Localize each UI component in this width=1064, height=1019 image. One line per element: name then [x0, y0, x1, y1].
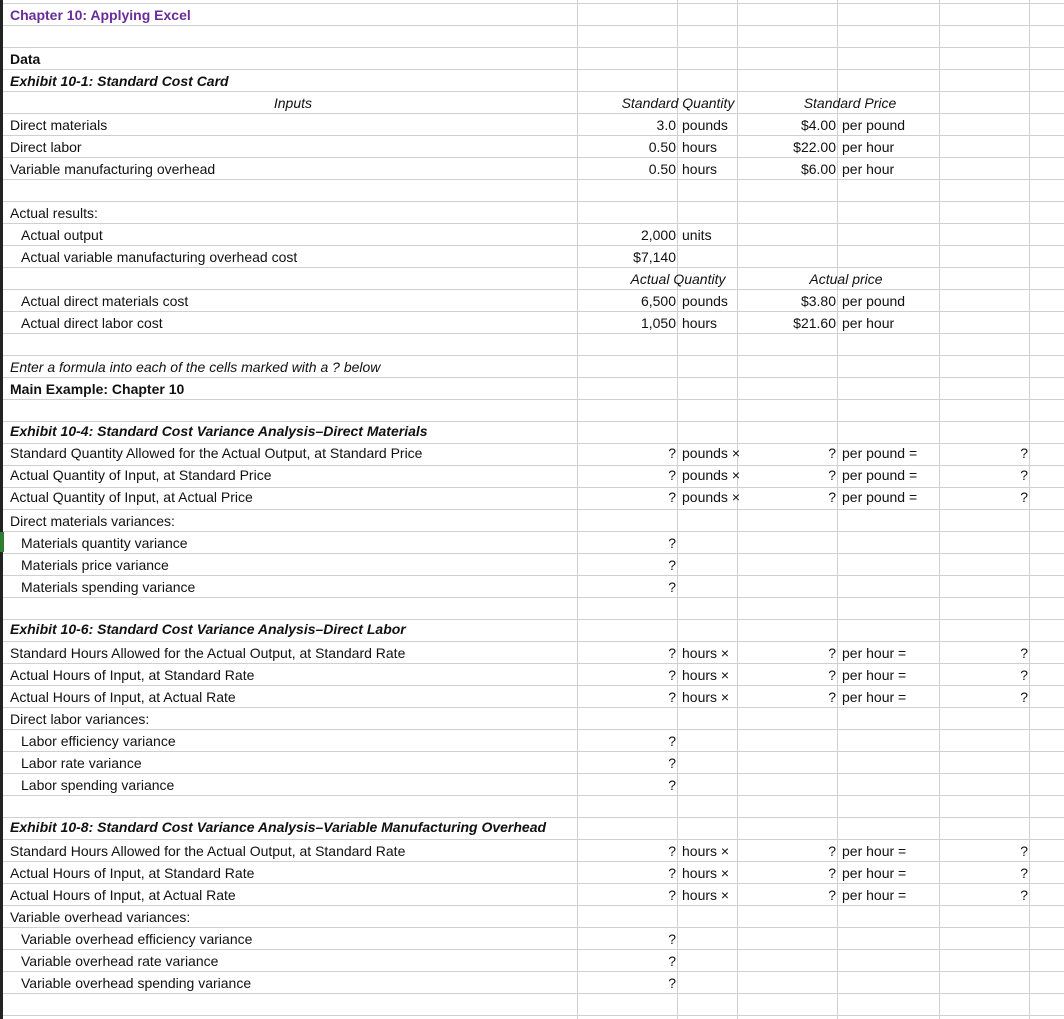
standard-price-header[interactable]: Standard Price: [803, 95, 897, 111]
ex6-var3-cell[interactable]: ?: [668, 777, 676, 793]
ex4-row3-rate: per pound =: [842, 489, 918, 505]
dm-std-qty[interactable]: 3.0: [656, 117, 676, 133]
data-header[interactable]: Data: [10, 51, 41, 67]
ex8-var3-cell[interactable]: ?: [668, 975, 676, 991]
exhibit1-title[interactable]: Exhibit 10-1: Standard Cost Card: [10, 73, 229, 89]
dl-price-unit[interactable]: per hour: [842, 139, 895, 155]
row-gridline: [0, 1015, 1064, 1016]
ex4-var2-label[interactable]: Materials price variance: [21, 557, 169, 573]
main-example-header[interactable]: Main Example: Chapter 10: [10, 381, 185, 397]
ex6-var2-cell[interactable]: ?: [668, 755, 676, 771]
ex6-row2-price-cell[interactable]: ?: [828, 667, 836, 683]
ex6-row2-qty-cell[interactable]: ?: [668, 667, 676, 683]
actual-quantity-header[interactable]: Actual Quantity: [630, 271, 726, 287]
dm-std-price[interactable]: $4.00: [800, 117, 836, 133]
ex6-row2-label[interactable]: Actual Hours of Input, at Standard Rate: [10, 667, 255, 683]
ex8-row1-total-cell[interactable]: ?: [1020, 843, 1028, 859]
ex4-row2-unit: pounds ×: [682, 467, 740, 483]
actual-results-header[interactable]: Actual results:: [10, 205, 98, 221]
actual-dl-label[interactable]: Actual direct labor cost: [21, 315, 163, 331]
ex6-var-header[interactable]: Direct labor variances:: [10, 711, 150, 727]
ex6-row1-label[interactable]: Standard Hours Allowed for the Actual Output, at Standard Rate: [10, 645, 406, 661]
dm-qty-unit[interactable]: pounds: [682, 117, 728, 133]
ex4-row3-unit: pounds ×: [682, 489, 740, 505]
ex8-row2-price-cell[interactable]: ?: [828, 865, 836, 881]
direct-materials-label[interactable]: Direct materials: [10, 117, 108, 133]
actual-dl-price-unit[interactable]: per hour: [842, 315, 895, 331]
actual-output-value[interactable]: 2,000: [640, 227, 676, 243]
ex6-row3-price-cell[interactable]: ?: [828, 689, 836, 705]
ex8-row3-qty-cell[interactable]: ?: [668, 887, 676, 903]
ex4-row1-qty-cell[interactable]: ?: [668, 445, 676, 461]
sheet-title[interactable]: Chapter 10: Applying Excel: [10, 7, 191, 23]
ex8-row3-price-cell[interactable]: ?: [828, 887, 836, 903]
ex8-row1-qty-cell[interactable]: ?: [668, 843, 676, 859]
ex6-row3-label[interactable]: Actual Hours of Input, at Actual Rate: [10, 689, 236, 705]
ex8-row3-rate: per hour =: [842, 887, 907, 903]
ex6-row2-total-cell[interactable]: ?: [1020, 667, 1028, 683]
ex8-row1-rate: per hour =: [842, 843, 907, 859]
ex8-row2-label[interactable]: Actual Hours of Input, at Standard Rate: [10, 865, 255, 881]
ex6-var1-cell[interactable]: ?: [668, 733, 676, 749]
actual-dm-label[interactable]: Actual direct materials cost: [21, 293, 189, 309]
ex8-row3-unit: hours ×: [682, 887, 730, 903]
ex6-row3-total-cell[interactable]: ?: [1020, 689, 1028, 705]
ex8-row1-label[interactable]: Standard Hours Allowed for the Actual Output, at Standard Rate: [10, 843, 406, 859]
actual-voh-label[interactable]: Actual variable manufacturing overhead cost: [21, 249, 298, 265]
standard-quantity-header[interactable]: Standard Quantity: [621, 95, 735, 111]
actual-dl-qty[interactable]: 1,050: [640, 315, 676, 331]
ex6-row2-rate: per hour =: [842, 667, 907, 683]
active-row-indicator: [0, 532, 4, 552]
actual-voh-value[interactable]: $7,140: [633, 249, 676, 265]
ex6-row2-unit: hours ×: [682, 667, 730, 683]
ex8-var2-label[interactable]: Variable overhead rate variance: [21, 953, 219, 969]
exhibit4-title[interactable]: Exhibit 10-4: Standard Cost Variance Analysis–Direct Materials: [10, 423, 428, 439]
row-gridline: [0, 223, 1064, 224]
ex6-row1-rate: per hour =: [842, 645, 907, 661]
ex8-row1-unit: hours ×: [682, 843, 730, 859]
inputs-label[interactable]: Inputs: [273, 95, 312, 111]
ex4-var3-label[interactable]: Materials spending variance: [21, 579, 196, 595]
ex4-row2-qty-cell[interactable]: ?: [668, 467, 676, 483]
ex8-var1-cell[interactable]: ?: [668, 931, 676, 947]
ex8-var3-label[interactable]: Variable overhead spending variance: [21, 975, 252, 991]
direct-labor-label[interactable]: Direct labor: [10, 139, 82, 155]
ex4-row2-rate: per pound =: [842, 467, 918, 483]
sheet-left-edge: [0, 0, 3, 1019]
ex4-row1-total-cell[interactable]: ?: [1020, 445, 1028, 461]
voh-label[interactable]: Variable manufacturing overhead: [10, 161, 216, 177]
ex6-row1-price-cell[interactable]: ?: [828, 645, 836, 661]
actual-output-label[interactable]: Actual output: [21, 227, 103, 243]
ex8-row2-qty-cell[interactable]: ?: [668, 865, 676, 881]
ex8-var2-cell[interactable]: ?: [668, 953, 676, 969]
ex8-var1-label[interactable]: Variable overhead efficiency variance: [21, 931, 253, 947]
dl-qty-unit[interactable]: hours: [682, 139, 718, 155]
ex6-row3-unit: hours ×: [682, 689, 730, 705]
ex8-row3-total-cell[interactable]: ?: [1020, 887, 1028, 903]
ex8-row1-price-cell[interactable]: ?: [828, 843, 836, 859]
ex4-var2-cell[interactable]: ?: [668, 557, 676, 573]
ex4-var-header[interactable]: Direct materials variances:: [10, 513, 175, 529]
dl-std-qty[interactable]: 0.50: [648, 139, 676, 155]
ex4-var1-cell[interactable]: ?: [668, 535, 676, 551]
voh-std-price[interactable]: $6.00: [800, 161, 836, 177]
ex4-row2-total-cell[interactable]: ?: [1020, 467, 1028, 483]
row-gridline: [0, 201, 1064, 202]
exhibit6-title[interactable]: Exhibit 10-6: Standard Cost Variance Analysis–Direct Labor: [10, 621, 406, 637]
actual-dl-qty-unit[interactable]: hours: [682, 315, 718, 331]
ex4-var3-cell[interactable]: ?: [668, 579, 676, 595]
exhibit8-title[interactable]: Exhibit 10-8: Standard Cost Variance Analysis–Variable Manufacturing Overhead: [10, 819, 547, 835]
actual-output-unit[interactable]: units: [682, 227, 712, 243]
ex4-row3-price-cell[interactable]: ?: [828, 489, 836, 505]
instruction-text[interactable]: Enter a formula into each of the cells marked with a ? below: [10, 359, 381, 375]
actual-dm-price-unit[interactable]: per pound: [842, 293, 906, 309]
ex6-row1-qty-cell[interactable]: ?: [668, 645, 676, 661]
ex4-row3-qty-cell[interactable]: ?: [668, 489, 676, 505]
ex4-var1-label[interactable]: Materials quantity variance: [21, 535, 188, 551]
ex8-var-header[interactable]: Variable overhead variances:: [10, 909, 191, 925]
ex8-row2-rate: per hour =: [842, 865, 907, 881]
dl-std-price[interactable]: $22.00: [793, 139, 836, 155]
ex8-row2-unit: hours ×: [682, 865, 730, 881]
actual-price-header[interactable]: Actual price: [809, 271, 883, 287]
voh-qty-unit[interactable]: hours: [682, 161, 718, 177]
ex6-var2-label[interactable]: Labor rate variance: [21, 755, 142, 771]
ex4-row2-label[interactable]: Actual Quantity of Input, at Standard Price: [10, 467, 272, 483]
ex6-row3-qty-cell[interactable]: ?: [668, 689, 676, 705]
actual-dl-price[interactable]: $21.60: [793, 315, 836, 331]
ex8-row3-label[interactable]: Actual Hours of Input, at Actual Rate: [10, 887, 236, 903]
ex6-var1-label[interactable]: Labor efficiency variance: [21, 733, 176, 749]
ex4-row1-rate: per pound =: [842, 445, 918, 461]
voh-std-qty[interactable]: 0.50: [648, 161, 676, 177]
ex4-row3-label[interactable]: Actual Quantity of Input, at Actual Price: [10, 489, 253, 505]
ex4-row1-label[interactable]: Standard Quantity Allowed for the Actual Output, at Standard Price: [10, 445, 423, 461]
ex4-row1-price-cell[interactable]: ?: [828, 445, 836, 461]
voh-price-unit[interactable]: per hour: [842, 161, 895, 177]
ex6-row1-total-cell[interactable]: ?: [1020, 645, 1028, 661]
row-gridline: [0, 47, 1064, 48]
actual-dm-price[interactable]: $3.80: [800, 293, 836, 309]
actual-dm-qty-unit[interactable]: pounds: [682, 293, 728, 309]
ex4-row3-total-cell[interactable]: ?: [1020, 489, 1028, 505]
ex6-var3-label[interactable]: Labor spending variance: [21, 777, 175, 793]
actual-dm-qty[interactable]: 6,500: [640, 293, 676, 309]
ex4-row2-price-cell[interactable]: ?: [828, 467, 836, 483]
ex8-row2-total-cell[interactable]: ?: [1020, 865, 1028, 881]
ex6-row3-rate: per hour =: [842, 689, 907, 705]
ex6-row1-unit: hours ×: [682, 645, 730, 661]
dm-price-unit[interactable]: per pound: [842, 117, 906, 133]
ex4-row1-unit: pounds ×: [682, 445, 740, 461]
